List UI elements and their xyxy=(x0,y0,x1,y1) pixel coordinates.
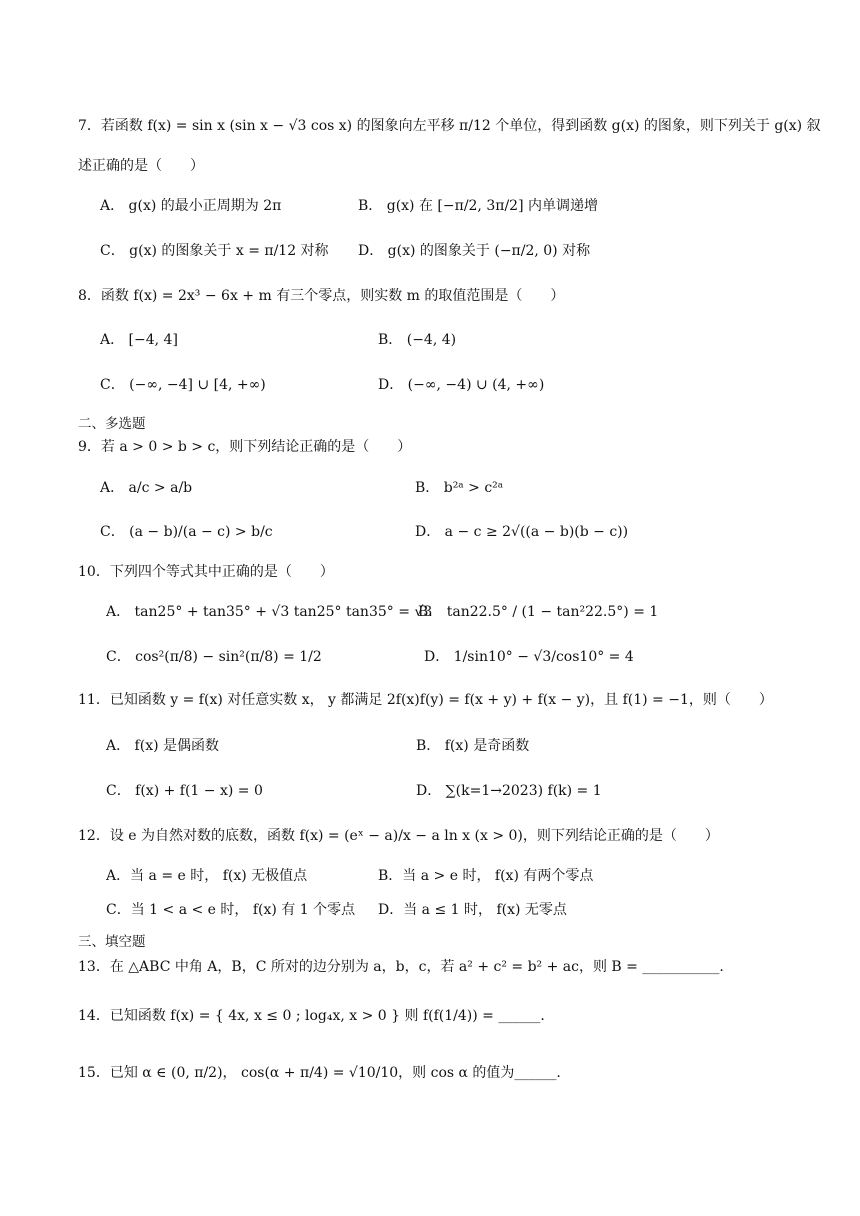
q7-stem-line2: 述正确的是（ ） xyxy=(78,158,204,174)
q11-option-d: D． ∑(k=1→2023) f(k) = 1 xyxy=(416,783,602,799)
q11-option-c: C． f(x) + f(1 − x) = 0 xyxy=(106,783,263,799)
q12-option-a: A．当 a = e 时， f(x) 无极值点 xyxy=(106,868,308,884)
q10-option-a: A． tan25° + tan35° + √3 tan25° tan35° = √3 xyxy=(106,604,433,620)
q13-stem: 13．在 △ABC 中角 A，B，C 所对的边分别为 a，b，c，若 a² + c² = b² + ac，则 B = ___________. xyxy=(78,959,724,975)
q8-option-c: C． (−∞, −4] ∪ [4, +∞) xyxy=(100,377,266,393)
q12-option-c: C．当 1 < a < e 时， f(x) 有 1 个零点 xyxy=(106,902,356,918)
q7-option-d: D． g(x) 的图象关于 (−π/2, 0) 对称 xyxy=(358,243,591,259)
section-fill-blank-heading: 三、填空题 xyxy=(78,934,146,950)
q12-option-d: D．当 a ≤ 1 时， f(x) 无零点 xyxy=(378,902,567,918)
q10-option-c: C． cos²(π/8) − sin²(π/8) = 1/2 xyxy=(106,649,322,665)
q8-option-d: D． (−∞, −4) ∪ (4, +∞) xyxy=(378,377,545,393)
q11-option-a: A． f(x) 是偶函数 xyxy=(106,738,220,754)
q8-stem: 8．函数 f(x) = 2x³ − 6x + m 有三个零点，则实数 m 的取值范围是（ ） xyxy=(78,288,565,304)
q7-stem-line1: 7．若函数 f(x) = sin x (sin x − √3 cos x) 的图象向左平移 π/12 个单位，得到函数 g(x) 的图象，则下列关于 g(x) 叙 xyxy=(78,118,821,134)
q7-option-a: A． g(x) 的最小正周期为 2π xyxy=(100,198,282,214)
q9-option-b: B． b²ᵃ > c²ᵃ xyxy=(415,480,504,496)
q10-option-d: D． 1/sin10° − √3/cos10° = 4 xyxy=(424,649,634,665)
q15-stem: 15．已知 α ∈ (0, π/2)， cos(α + π/4) = √10/10，则 cos α 的值为______. xyxy=(78,1065,561,1081)
q11-stem: 11．已知函数 y = f(x) 对任意实数 x， y 都满足 2f(x)f(y) = f(x + y) + f(x − y)，且 f(1) = −1，则（ ） xyxy=(78,692,773,708)
q9-stem: 9．若 a > 0 > b > c，则下列结论正确的是（ ） xyxy=(78,439,412,455)
q8-option-b: B． (−4, 4) xyxy=(378,332,457,348)
q7-option-b: B． g(x) 在 [−π/2, 3π/2] 内单调递增 xyxy=(358,198,598,214)
q14-stem: 14．已知函数 f(x) = { 4x, x ≤ 0 ; log₄x, x > 0 } 则 f(f(1/4)) = ______. xyxy=(78,1008,545,1024)
q8-option-a: A． [−4, 4] xyxy=(100,332,178,348)
q7-option-c: C． g(x) 的图象关于 x = π/12 对称 xyxy=(100,243,329,259)
q9-option-a: A． a/c > a/b xyxy=(100,480,193,496)
q9-option-c: C． (a − b)/(a − c) > b/c xyxy=(100,524,273,540)
q12-option-b: B．当 a > e 时， f(x) 有两个零点 xyxy=(378,868,594,884)
q9-option-d: D． a − c ≥ 2√((a − b)(b − c)) xyxy=(415,524,629,540)
section-multi-choice-heading: 二、多选题 xyxy=(78,416,146,432)
q11-option-b: B． f(x) 是奇函数 xyxy=(416,738,530,754)
q10-option-b: B． tan22.5° / (1 − tan²22.5°) = 1 xyxy=(418,604,659,620)
q12-stem: 12．设 e 为自然对数的底数，函数 f(x) = (eˣ − a)/x − a ln x (x > 0)，则下列结论正确的是（ ） xyxy=(78,828,719,844)
q10-stem: 10．下列四个等式其中正确的是（ ） xyxy=(78,564,334,580)
